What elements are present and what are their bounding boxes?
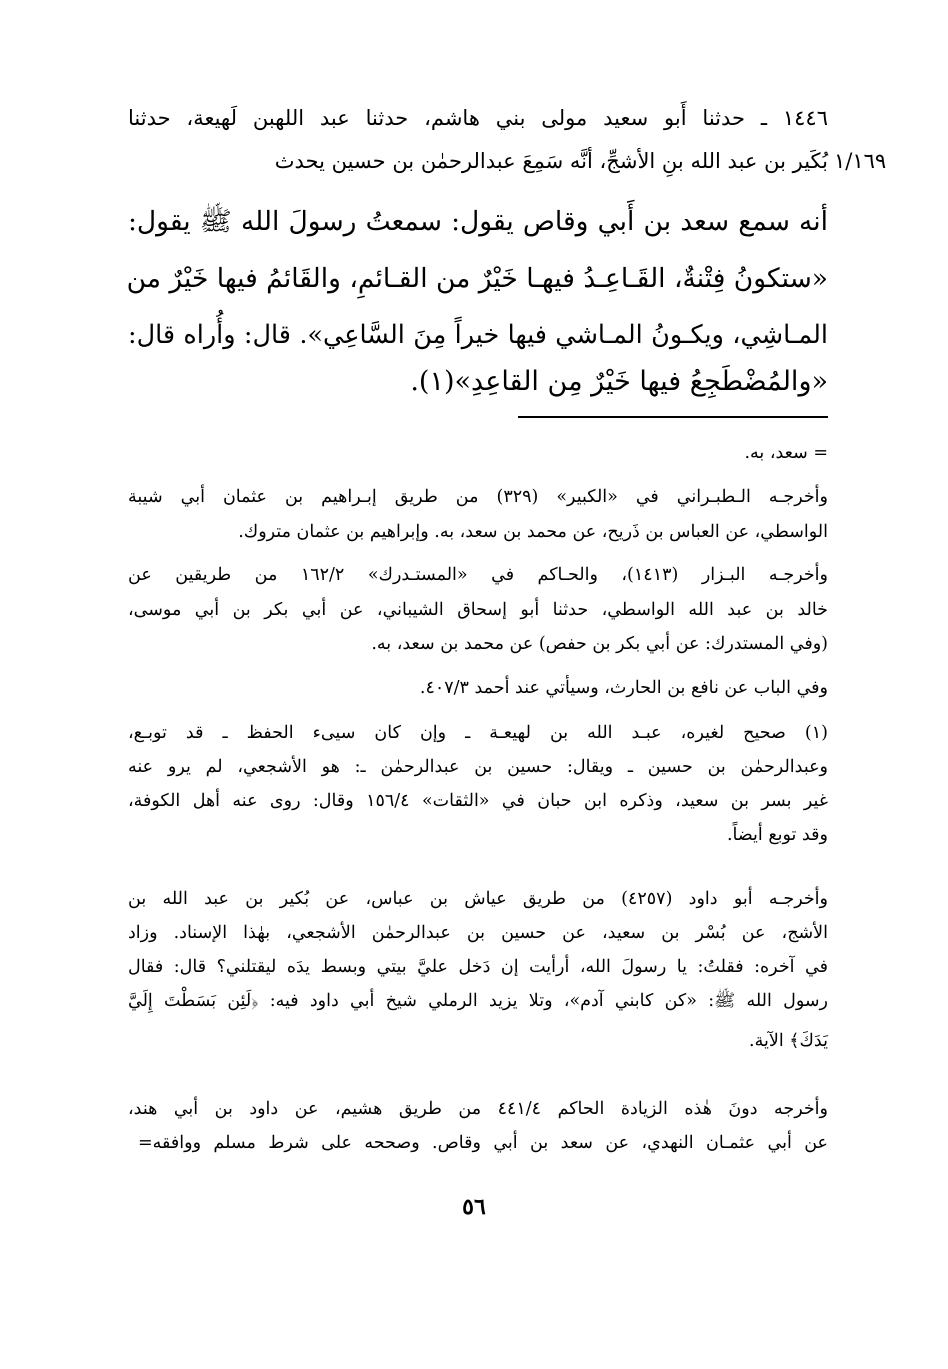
matn-line-1: أنه سمع سعد بن أَبي وقاص يقول: سمعتُ رسولَ الله ﷺ يقول: — [128, 206, 828, 237]
footnote-line: خالد بن عبد الله الواسطي، حدثنا أبو إسحاق الشيباني، عن أبي بكر بن أبي موسى، — [128, 600, 828, 620]
isnad-line-1: ١٤٤٦ ـ حدثنا أَبو سعيد مولى بني هاشم، حدثنا عبد اللهبن لَهيعة، حدثنا — [128, 106, 828, 130]
footnote-separator — [518, 416, 828, 418]
margin-reference: ١/١٦٩ — [834, 149, 887, 173]
footnote-line: وفي الباب عن نافع بن الحارث، وسيأتي عند أحمد ٤٠٧/٣. — [419, 678, 828, 698]
footnote-line: وأخرجـه البـزار (١٤١٣)، والحـاكم في «المستـدرك» ١٦٢/٢ من طريقين عن — [128, 565, 828, 585]
footnote-line: رسول الله ﷺ: «كن كابني آدم»، وتلا يزيد الرملي شيخ أبي داود فيه: ﴿لَئِن بَسَطْتَ إِلَيَّ — [128, 991, 828, 1011]
page-number: ٥٦ — [462, 1194, 486, 1220]
matn-line-2: «ستكونُ فِتْنةٌ، القَـاعِـدُ فيهـا خَيْرٌ من القـائمِ، والقَائمُ فيها خَيْرٌ من — [126, 263, 828, 294]
footnote-line: (وفي المستدرك: عن أبي بكر بن حفص) عن محمد بن سعد، به. — [371, 634, 828, 654]
isnad-line-2: بُكَير بن عبد الله بنِ الأشجِّ، أنَّه سَمِعَ عبدالرحمٰن بن حسين يحدث — [274, 149, 828, 173]
footnote-line: يَدَكَ﴾ الآية. — [749, 1031, 828, 1051]
footnote-line: الواسطي، عن العباس بن ذَريح، عن محمد بن سعد، به. وإبراهيم بن عثمان متروك. — [238, 522, 828, 542]
footnote-line: = سعد، به. — [744, 443, 828, 463]
footnote-line: في آخره: فقلتُ: يا رسولَ الله، أرأيت إن دَخل عليَّ بيتي وبسط يدَه ليقتلني؟ قال: فقال — [128, 957, 828, 977]
footnote-line: وأخرجـه الـطبـراني في «الكبير» (٣٢٩) من طريق إبـراهيم بن عثمان أبي شيبة — [128, 487, 828, 507]
footnote-line: وقد توبع أيضاً. — [726, 825, 828, 845]
footnote-line: غير بسر بن سعيد، وذكره ابن حبان في «الثقات» ١٥٦/٤ وقال: روى عنه أهل الكوفة، — [128, 791, 828, 811]
footnote-line: الأشج، عن بُسْر بن سعيد، عن حسين بن عبدالرحمٰن الأشجعي، بهٰذا الإسناد. وزاد — [128, 923, 828, 943]
matn-line-3: المـاشِي، ويكـونُ المـاشي فيها خيراً مِنَ السَّاعِي». قال: وأُراه قال: — [128, 320, 828, 350]
footnote-line: وأخرجه دونَ هٰذه الزيادة الحاكم ٤٤١/٤ من طريق هشيم، عن داود بن أبي هند، — [128, 1099, 828, 1119]
footnote-line: (١) صحيح لغيره، عبـد الله بن لهيعـة ـ وإن كان سيىء الحفظ ـ قد توبـع، — [128, 723, 828, 743]
footnote-line: عن أبي عثمـان النهدي، عن سعد بن أبي وقاص. وصححه على شرط مسلم ووافقه= — [138, 1133, 828, 1153]
footnote-line: وعبدالرحمٰن بن حسين ـ ويقال: حسين بن عبدالرحمٰن ـ: هو الأشجعي، لم يرو عنه — [128, 757, 828, 777]
matn-line-4: «والمُضْطَجِعُ فيها خَيْرٌ مِن القاعِدِ»(١). — [410, 366, 828, 397]
footnote-line: وأخرجـه أبو داود (٤٢٥٧) من طريق عياش بن عباس، عن بُكير بن عبد الله بن — [128, 889, 828, 909]
